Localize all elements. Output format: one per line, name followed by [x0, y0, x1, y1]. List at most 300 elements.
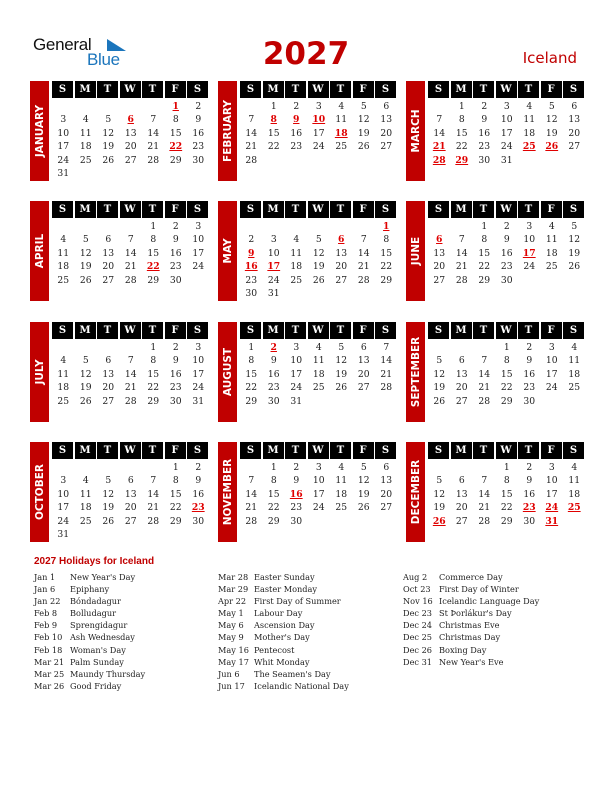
weekday-label: T [285, 322, 306, 339]
day-cell: 28 [147, 515, 160, 527]
month-name: DECEMBER [409, 459, 422, 525]
holiday-date: Dec 31 [403, 656, 433, 667]
day-cell: 30 [290, 515, 303, 527]
holiday-day-cell: 25 [522, 141, 536, 153]
day-cell: 15 [169, 488, 182, 500]
day-cells [52, 341, 212, 408]
day-cell: 25 [79, 515, 92, 527]
day-cell: 26 [102, 154, 115, 166]
holiday-name: Mother's Day [254, 632, 310, 643]
day-cell: 3 [60, 114, 67, 126]
day-cell: 12 [312, 247, 325, 259]
weekday-label: M [263, 322, 284, 339]
day-cell: 16 [523, 488, 536, 500]
empty-cell [120, 341, 143, 354]
month-name: AUGUST [221, 347, 234, 397]
day-cell: 7 [150, 114, 157, 126]
day-cell: 3 [315, 462, 322, 473]
day-cell: 24 [267, 274, 280, 286]
day-cell: 23 [169, 382, 182, 394]
day-cell: 10 [545, 475, 558, 487]
month-label-bar [218, 322, 237, 422]
month-label-bar [406, 81, 425, 181]
holiday-day-cell: 9 [248, 247, 255, 259]
day-cells [428, 100, 588, 167]
weekday-label: S [187, 442, 208, 459]
day-cell: 8 [150, 234, 157, 246]
month-september [406, 322, 588, 426]
weekday-label: S [375, 322, 396, 339]
day-cell: 18 [568, 488, 581, 500]
day-cell: 13 [124, 127, 137, 139]
day-cell: 19 [312, 261, 325, 273]
day-cell: 3 [195, 342, 202, 353]
holiday-row [403, 620, 539, 632]
country-name: Iceland [522, 49, 577, 67]
day-cell: 12 [79, 368, 92, 380]
day-cell: 22 [500, 502, 513, 514]
weekday-label: T [97, 322, 118, 339]
weekday-label: F [541, 442, 562, 459]
month-name: JANUARY [33, 104, 46, 158]
month-label-bar [406, 201, 425, 301]
day-cell: 3 [315, 101, 322, 112]
weekday-label: M [75, 442, 96, 459]
weekday-label: M [451, 322, 472, 339]
day-cell: 16 [169, 247, 182, 259]
day-cell: 5 [315, 234, 322, 246]
day-cell: 17 [500, 127, 513, 139]
holiday-day-cell: 21 [432, 141, 446, 153]
day-cell: 18 [335, 488, 348, 500]
day-cell: 9 [172, 355, 179, 367]
empty-cell [308, 220, 331, 233]
day-cell: 14 [245, 127, 258, 139]
month-label-bar [30, 201, 49, 301]
day-cell: 21 [478, 382, 491, 394]
day-cell: 29 [147, 395, 160, 407]
month-grid [52, 81, 212, 180]
day-cell: 13 [568, 114, 581, 126]
day-cell: 28 [357, 274, 370, 286]
day-cell: 27 [455, 395, 468, 407]
day-cell: 23 [478, 141, 491, 153]
holidays-list [34, 556, 594, 691]
weekday-label: S [375, 81, 396, 98]
weekday-label: W [120, 322, 141, 339]
day-cell: 24 [290, 382, 303, 394]
day-cell: 11 [335, 475, 348, 487]
day-cell: 22 [500, 382, 513, 394]
holiday-date: Feb 8 [34, 608, 58, 619]
holidays-column [218, 572, 349, 693]
holiday-name: Easter Monday [254, 584, 318, 595]
day-cell: 12 [357, 114, 370, 126]
day-cell: 4 [60, 355, 67, 367]
day-cell: 11 [79, 488, 92, 500]
day-cell: 15 [478, 247, 491, 259]
day-cell: 8 [172, 114, 179, 126]
empty-cell [75, 341, 98, 354]
day-cell: 1 [150, 221, 157, 232]
day-cell: 28 [478, 395, 491, 407]
empty-cell [97, 220, 120, 233]
holiday-date: Jun 17 [218, 680, 245, 691]
empty-cell [353, 220, 376, 233]
empty-cell [451, 461, 474, 474]
weekday-label: S [428, 201, 449, 218]
day-cell: 3 [503, 101, 510, 112]
month-june [406, 201, 588, 305]
day-cell: 24 [57, 515, 70, 527]
holiday-name: Labour Day [254, 608, 303, 619]
holiday-row [34, 657, 145, 669]
month-label-bar [30, 322, 49, 422]
weekday-label: F [165, 442, 186, 459]
day-cell: 28 [380, 382, 393, 394]
day-cell: 9 [481, 114, 488, 126]
day-cell: 21 [455, 261, 468, 273]
month-name: MARCH [409, 109, 422, 153]
day-cell: 23 [169, 261, 182, 273]
day-cell: 19 [357, 127, 370, 139]
day-cell: 23 [500, 261, 513, 273]
month-february [218, 81, 400, 185]
day-cell: 18 [523, 127, 536, 139]
day-cell: 25 [290, 274, 303, 286]
empty-cell [52, 220, 75, 233]
weekday-label: T [518, 81, 539, 98]
weekday-label: S [563, 442, 584, 459]
month-grid [428, 442, 588, 528]
weekday-header [428, 442, 588, 459]
day-cell: 26 [312, 274, 325, 286]
holiday-date: May 16 [218, 644, 249, 655]
month-grid [240, 322, 400, 408]
day-cell: 4 [315, 342, 322, 353]
weekday-label: T [285, 201, 306, 218]
weekday-label: S [187, 81, 208, 98]
day-cell: 20 [335, 261, 348, 273]
holiday-day-cell: 28 [432, 154, 446, 166]
holidays-column [403, 572, 539, 669]
weekday-label: W [496, 442, 517, 459]
day-cell: 8 [503, 355, 510, 367]
day-cell: 2 [526, 462, 533, 473]
day-cells [240, 461, 400, 528]
holiday-day-cell: 9 [293, 114, 300, 126]
day-cell: 2 [195, 462, 202, 473]
day-cell: 25 [335, 141, 348, 153]
holiday-day-cell: 10 [312, 114, 326, 126]
day-cell: 7 [436, 114, 443, 126]
day-cell: 29 [169, 154, 182, 166]
holiday-date: May 17 [218, 656, 249, 667]
day-cell: 13 [455, 488, 468, 500]
weekday-label: T [330, 81, 351, 98]
day-cell: 15 [267, 127, 280, 139]
day-cell: 21 [380, 368, 393, 380]
day-cell: 15 [245, 368, 258, 380]
day-cell: 1 [503, 342, 510, 353]
day-cell: 27 [102, 274, 115, 286]
day-cell: 27 [433, 274, 446, 286]
holiday-day-cell: 26 [432, 515, 446, 527]
weekday-label: S [375, 201, 396, 218]
day-cell: 20 [455, 382, 468, 394]
holiday-date: Jan 6 [34, 584, 56, 595]
holiday-date: Dec 25 [403, 632, 433, 643]
holiday-row [218, 657, 349, 669]
weekday-label: W [496, 81, 517, 98]
day-cell: 12 [102, 127, 115, 139]
day-cell: 6 [127, 475, 134, 487]
day-cells [240, 100, 400, 167]
day-cell: 22 [147, 382, 160, 394]
day-cell: 20 [102, 382, 115, 394]
day-cell: 28 [124, 274, 137, 286]
holiday-date: Nov 16 [403, 596, 433, 607]
holiday-day-cell: 23 [522, 502, 536, 514]
weekday-label: S [240, 442, 261, 459]
day-cell: 18 [57, 261, 70, 273]
day-cell: 23 [290, 141, 303, 153]
day-cell: 30 [245, 287, 258, 299]
holiday-name: Pentecost [254, 644, 295, 655]
holiday-day-cell: 18 [334, 127, 348, 139]
holiday-day-cell: 1 [383, 221, 390, 232]
weekday-label: S [428, 81, 449, 98]
holiday-date: Jun 6 [218, 668, 240, 679]
day-cell: 13 [455, 368, 468, 380]
holiday-name: Icelandic National Day [254, 680, 349, 691]
day-cell: 24 [545, 382, 558, 394]
day-cell: 11 [290, 247, 303, 259]
day-cell: 6 [105, 234, 112, 246]
holiday-date: Oct 23 [403, 584, 431, 595]
holiday-day-cell: 22 [146, 261, 160, 273]
day-cell: 30 [169, 274, 182, 286]
weekday-label: W [308, 201, 329, 218]
weekday-header [240, 442, 400, 459]
weekday-label: T [473, 442, 494, 459]
holiday-row [34, 645, 145, 657]
holiday-date: Mar 29 [218, 584, 249, 595]
day-cell: 24 [192, 382, 205, 394]
day-cell: 16 [192, 488, 205, 500]
day-cell: 5 [436, 355, 443, 367]
day-cell: 3 [548, 462, 555, 473]
day-cell: 14 [245, 488, 258, 500]
holiday-name: Bolludagur [70, 608, 117, 619]
day-cell: 20 [568, 127, 581, 139]
weekday-label: M [75, 322, 96, 339]
holiday-day-cell: 6 [127, 114, 134, 126]
day-cell: 16 [192, 127, 205, 139]
weekday-label: T [97, 442, 118, 459]
day-cell: 13 [357, 355, 370, 367]
day-cell: 2 [481, 101, 488, 112]
day-cell: 1 [150, 342, 157, 353]
month-october [30, 442, 212, 546]
day-cell: 31 [500, 154, 513, 166]
holiday-row [218, 608, 349, 620]
weekday-label: T [142, 442, 163, 459]
weekday-label: F [165, 81, 186, 98]
day-cell: 5 [360, 101, 367, 112]
empty-cell [75, 461, 98, 474]
holiday-day-cell: 17 [522, 247, 536, 259]
day-cell: 21 [245, 502, 258, 514]
weekday-label: T [330, 322, 351, 339]
day-cell: 4 [526, 101, 533, 112]
empty-cell [240, 461, 263, 474]
day-cells [52, 100, 212, 180]
day-cell: 8 [150, 355, 157, 367]
month-grid [428, 322, 588, 408]
weekday-label: S [240, 322, 261, 339]
holiday-day-cell: 17 [267, 261, 281, 273]
holiday-day-cell: 1 [172, 101, 179, 112]
holiday-date: Dec 26 [403, 644, 433, 655]
day-cell: 11 [312, 355, 325, 367]
empty-cell [97, 461, 120, 474]
day-cell: 4 [338, 101, 345, 112]
weekday-header [240, 81, 400, 98]
day-cell: 15 [147, 368, 160, 380]
holiday-row [34, 681, 145, 693]
weekday-header [52, 442, 212, 459]
day-cell: 19 [79, 261, 92, 273]
day-cell: 19 [433, 382, 446, 394]
weekday-header [52, 201, 212, 218]
month-name: SEPTEMBER [409, 336, 422, 408]
holiday-day-cell: 6 [436, 234, 443, 246]
day-cell: 23 [523, 382, 536, 394]
weekday-label: S [428, 322, 449, 339]
day-cell: 30 [169, 395, 182, 407]
weekday-label: W [308, 442, 329, 459]
weekday-label: T [330, 442, 351, 459]
day-cell: 11 [568, 475, 581, 487]
day-cell: 21 [124, 382, 137, 394]
weekday-label: S [563, 201, 584, 218]
day-cell: 12 [433, 368, 446, 380]
day-cell: 15 [147, 247, 160, 259]
empty-cell [97, 341, 120, 354]
weekday-header [52, 322, 212, 339]
holiday-name: The Seamen's Day [254, 668, 331, 679]
weekday-label: M [75, 81, 96, 98]
holiday-name: Woman's Day [70, 644, 126, 655]
day-cell: 25 [57, 274, 70, 286]
day-cell: 15 [455, 127, 468, 139]
empty-cell [52, 341, 75, 354]
holiday-name: Ascension Day [254, 620, 315, 631]
day-cell: 23 [267, 382, 280, 394]
holiday-day-cell: 24 [545, 502, 559, 514]
day-cell: 2 [526, 342, 533, 353]
holiday-row [34, 608, 145, 620]
day-cell: 14 [124, 247, 137, 259]
holiday-day-cell: 25 [567, 502, 581, 514]
logo-text-blue: Blue [87, 50, 120, 69]
holiday-name: Boxing Day [439, 644, 487, 655]
day-cell: 24 [57, 154, 70, 166]
day-cell: 24 [312, 502, 325, 514]
day-cell: 16 [500, 247, 513, 259]
day-cell: 11 [57, 368, 70, 380]
day-cell: 16 [267, 368, 280, 380]
day-cell: 8 [481, 234, 488, 246]
day-cell: 5 [548, 101, 555, 112]
day-cell: 20 [124, 502, 137, 514]
weekday-label: F [353, 81, 374, 98]
day-cell: 27 [335, 274, 348, 286]
day-cell: 26 [357, 502, 370, 514]
logo-text-general: General [33, 35, 92, 54]
month-grid [428, 201, 588, 287]
holiday-name: Maundy Thursday [70, 668, 146, 679]
weekday-label: M [451, 201, 472, 218]
day-cell: 3 [548, 342, 555, 353]
day-cell: 18 [57, 382, 70, 394]
day-cell: 3 [293, 342, 300, 353]
day-cell: 22 [478, 261, 491, 273]
weekday-label: M [451, 81, 472, 98]
holiday-date: Feb 18 [34, 644, 63, 655]
day-cell: 3 [195, 221, 202, 232]
day-cell: 6 [571, 101, 578, 112]
empty-cell [75, 220, 98, 233]
day-cell: 8 [503, 475, 510, 487]
empty-cell [428, 341, 451, 354]
weekday-label: T [142, 322, 163, 339]
day-cell: 12 [433, 488, 446, 500]
day-cell: 6 [105, 355, 112, 367]
day-cell: 1 [270, 462, 277, 473]
day-cell: 10 [192, 355, 205, 367]
weekday-label: M [263, 201, 284, 218]
day-cell: 5 [338, 342, 345, 353]
weekday-label: F [541, 201, 562, 218]
day-cell: 22 [455, 141, 468, 153]
weekday-label: S [375, 442, 396, 459]
day-cell: 12 [335, 355, 348, 367]
day-cell: 7 [248, 475, 255, 487]
weekday-label: T [142, 201, 163, 218]
empty-cell [120, 220, 143, 233]
day-cell: 28 [478, 515, 491, 527]
empty-cell [142, 100, 165, 113]
day-cell: 26 [79, 395, 92, 407]
holiday-row [218, 572, 349, 584]
day-cell: 8 [458, 114, 465, 126]
day-cell: 2 [172, 342, 179, 353]
day-cell: 7 [248, 114, 255, 126]
weekday-label: W [496, 322, 517, 339]
day-cell: 26 [433, 395, 446, 407]
day-cell: 11 [568, 355, 581, 367]
holiday-day-cell: 6 [338, 234, 345, 246]
month-name: JUNE [409, 236, 422, 266]
day-cell: 14 [478, 488, 491, 500]
day-cell: 1 [503, 462, 510, 473]
day-cell: 21 [357, 261, 370, 273]
day-cell: 22 [380, 261, 393, 273]
holiday-date: Apr 22 [218, 596, 247, 607]
day-cell: 21 [147, 141, 160, 153]
